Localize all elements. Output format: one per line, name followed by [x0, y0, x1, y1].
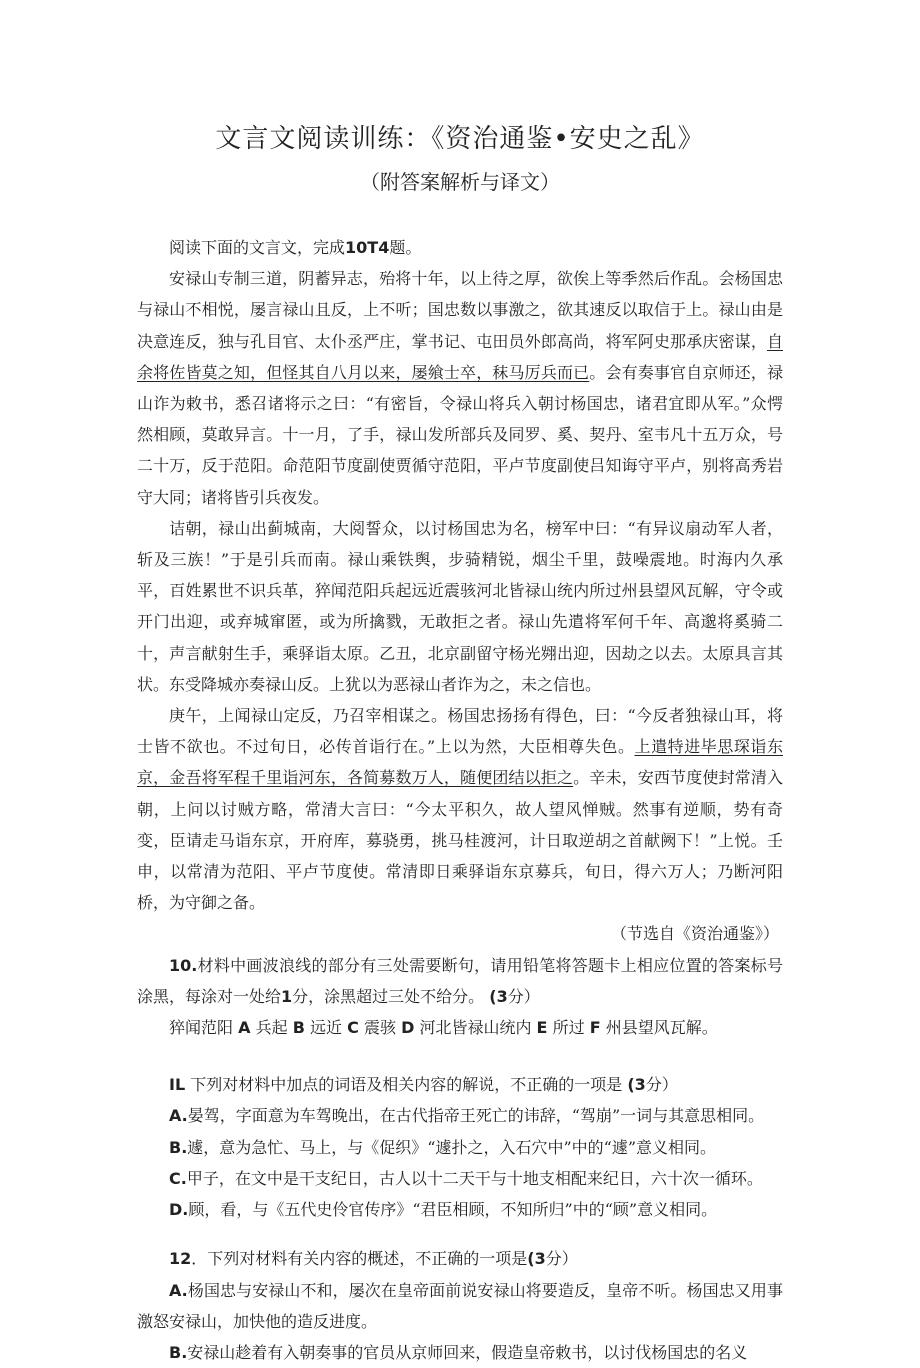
- passage-paragraph-1: [137, 263, 783, 513]
- option-text: 远近: [310, 1018, 343, 1038]
- question-number: IL: [169, 1075, 186, 1095]
- spacer: [137, 1043, 783, 1069]
- instruction-suffix: 题。: [389, 238, 422, 257]
- option-text: 晏驾，字面意为车驾晚出，在古代指帝王死亡的讳辞，“驾崩”一词与其意思相同。: [187, 1106, 765, 1126]
- score-unit: 分）: [507, 986, 540, 1006]
- option-letter: A.: [169, 1280, 188, 1300]
- question-score: (3: [627, 1075, 646, 1095]
- question-11-option-b: [137, 1132, 783, 1163]
- points-value: 1: [281, 986, 293, 1006]
- break-label-a: A: [238, 1018, 251, 1038]
- spacer: [137, 1225, 783, 1243]
- question-12-option-b: [137, 1337, 783, 1368]
- question-12-option-a: [137, 1275, 783, 1337]
- question-text: 材料中画波浪线的部分有三处需要断句，请用铅笔将答题卡上相应位置的答案标号涂黑，每涂对一处给: [137, 955, 783, 1006]
- option-text: 猝闻范阳: [169, 1018, 234, 1038]
- question-11-option-a: [137, 1100, 783, 1131]
- option-text: 顾，看，与《五代史伶官传序》“君臣相顾，不知所归”中的“顾”意义相同。: [188, 1200, 718, 1220]
- question-text: ．下列对材料有关内容的概述，不正确的一项是: [191, 1249, 528, 1269]
- option-text: 安禄山趁着有入朝奏事的官员从京师回来，假造皇帝敕书，以讨伐杨国忠的名义: [187, 1342, 748, 1362]
- option-text: 杨国忠与安禄山不和，屡次在皇帝面前说安禄山将要造反，皇帝不听。杨国忠又用事激怒安禄山，加快他的造反进度。: [137, 1280, 783, 1331]
- question-score: (3: [527, 1249, 546, 1269]
- question-11: [137, 1069, 783, 1100]
- option-letter: B.: [169, 1342, 188, 1362]
- question-number: 10.: [169, 955, 198, 975]
- option-letter: D.: [169, 1200, 189, 1220]
- question-text: 下列对材料中加点的词语及相关内容的解说，不正确的一项是: [190, 1075, 623, 1095]
- break-label-d: D: [401, 1018, 415, 1038]
- passage-text: 。辛未，安西节度使封常清入朝，上问以讨贼方略，常清大言曰：“今太平积久，故人望风惮贼。然事有逆顺，势有奇变，臣请走马诣东京，开府库，募骁勇，挑马桂渡河，计日取逆胡之首献阙下！”上悦。壬申，以常清为范阳、平卢节度使。常清即日乘驿诣东京募兵，旬日，得六万人；乃断河阳桥，为守御之备。: [137, 768, 783, 913]
- passage-paragraph-3: [137, 700, 783, 918]
- passage-text: 庚午，上闻禄山定反，乃召宰相谋之。杨国忠扬扬有得色，曰：“今反者独禄山耳，将士皆不欲也。不过旬日，必传首诣行在。”上以为然，大臣相尊失色。: [137, 706, 783, 757]
- passage-paragraph-2: 诘朝，禄山出蓟城南，大阅誓众，以讨杨国忠为名，榜军中曰：“有异议扇动军人者，斩及三族！”于是引兵而南。禄山乘铁舆，步骑精锐，烟尘千里，鼓噪震地。时海内久承平，百姓累世不识兵革，猝闻范阳兵起远近震骇河北皆禄山统内所过州县望风瓦解，守令或开门出迎，或弃城窜匿，或为所擒戮，无敢拒之者。禄山先遣将军何千年、高邈将奚骑二十，声言献射生手，乘驿诣太原。乙丑，北京副留守杨光翙出迎，因劫之以去。太原具言其状。东受降城亦奏禄山反。上犹以为恶禄山者诈为之，未之信也。: [137, 518, 783, 694]
- option-text: 遽，意为急忙、马上，与《促织》“遽扑之，入石穴中”中的“遽”意义相同。: [187, 1137, 717, 1157]
- break-label-f: F: [589, 1018, 601, 1038]
- score-unit: 分）: [545, 1249, 578, 1269]
- option-text: 河北皆禄山统内: [419, 1018, 532, 1038]
- option-text: 兵起: [255, 1018, 288, 1038]
- underlined-sentence-1: 自余将佐皆莫之知，但怪其自八月以来，屡飨士卒，秣马厉兵而已: [137, 331, 783, 382]
- question-text: 分，涂黑超过三处不给分。: [292, 986, 485, 1006]
- break-label-e: E: [536, 1018, 548, 1038]
- option-text: 甲子，在文中是干支纪日，古人以十二天干与十地支相配来纪日，六十次一循环。: [186, 1168, 763, 1188]
- question-11-option-d: [137, 1194, 783, 1225]
- option-text: 所过: [552, 1018, 585, 1038]
- instruction-text: 阅读下面的文言文，完成: [169, 238, 346, 257]
- document-subtitle: （附答案解析与译文）: [360, 170, 560, 194]
- question-11-option-c: [137, 1163, 783, 1194]
- question-10: [137, 950, 783, 1012]
- option-letter: C.: [169, 1168, 187, 1188]
- document-title: 文言文阅读训练：《资治通鉴•安史之乱》: [215, 124, 705, 154]
- question-number: 12: [169, 1249, 192, 1269]
- question-range: 10T4: [345, 238, 390, 257]
- score-unit: 分）: [645, 1075, 678, 1095]
- document-body: [137, 232, 783, 1368]
- question-12: [137, 1243, 783, 1274]
- break-label-b: B: [292, 1018, 305, 1038]
- option-text: 州县望风瓦解。: [605, 1018, 718, 1038]
- question-score: (3: [489, 986, 508, 1006]
- underlined-sentence-2: 上遣特进毕思琛诣东京，金吾将军程千里诣河东，各简募数万人，随便团结以拒之: [137, 737, 783, 788]
- passage-text: 安禄山专制三道，阴蓄异志，殆将十年，以上待之厚，欲俟上等季然后作乱。会杨国忠与禄山不相悦，屡言禄山且反，上不听；国忠数以事激之，欲其速反以取信于上。禄山由是决意连反，独与孔目官、太仆丞严庄，掌书记、屯田员外郎高尚，将军阿史那承庆密谋，: [137, 269, 783, 351]
- option-letter: A.: [169, 1106, 188, 1126]
- option-letter: B.: [169, 1137, 188, 1157]
- passage-text: 。会有奏事官自京师还，禄山诈为敕书，悉召诸将示之曰：“有密旨，令禄山将兵入朝讨杨国忠，诸君宜即从军。”众愕然相顾，莫敢异言。十一月，了手，禄山发所部兵及同罗、奚、契丹、室韦凡十五万众，号二十万，反于范阳。命范阳节度副使贾循守范阳，平卢节度副使吕知诲守平卢，别将高秀岩守大同；诸将皆引兵夜发。: [137, 362, 783, 507]
- option-text: 震骇: [363, 1018, 396, 1038]
- break-label-c: C: [347, 1018, 359, 1038]
- reading-instruction: [137, 232, 783, 263]
- passage-source: （节选自《资治通鉴》）: [610, 924, 779, 944]
- question-10-options: [137, 1012, 783, 1043]
